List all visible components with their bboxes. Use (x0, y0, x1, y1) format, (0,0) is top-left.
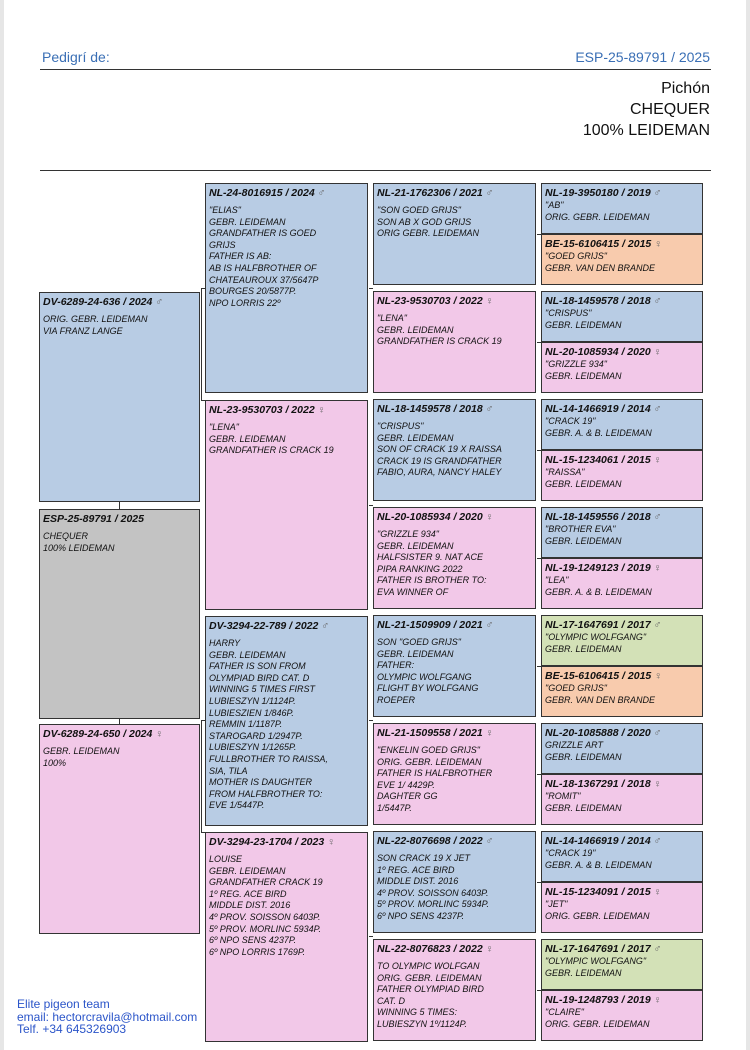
info-line: 4º PROV. SOISSON 6403P. (209, 911, 321, 922)
gen4-box-10[interactable] (541, 666, 703, 717)
male-symbol-icon: ♂ (321, 620, 330, 632)
info-line: PIPA RANKING 2022 (377, 563, 463, 574)
gen4-box-7[interactable] (541, 507, 703, 558)
subject-type: Pichón (661, 80, 710, 97)
male-symbol-icon: ♂ (485, 835, 494, 847)
ring-number (545, 834, 699, 848)
info-line: 1º REG. ACE BIRD (209, 888, 287, 899)
male-symbol-icon: ♂ (653, 403, 662, 415)
info-line: FATHER: (377, 660, 415, 671)
male-symbol-icon: ♂ (653, 943, 662, 955)
info-line: 100% LEIDEMAN (43, 542, 115, 553)
gm-mat-box[interactable] (205, 832, 368, 1042)
info-line: GRANDFATHER IS CRACK 19 (209, 445, 334, 456)
ring-text: DV-6289-24-650 / 2024 (43, 728, 153, 740)
male-symbol-icon: ♂ (653, 727, 662, 739)
female-symbol-icon: ♀ (327, 836, 336, 848)
info-line: ORIG. GEBR. LEIDEMAN (377, 972, 482, 983)
ggp-box-6[interactable] (373, 723, 536, 825)
info-line: OLYMPIAD BIRD CAT. D (209, 672, 310, 683)
male-symbol-icon: ♂ (317, 187, 326, 199)
ring-number (377, 834, 532, 848)
info-line: 6º NPO SENS 4237P. (209, 935, 297, 946)
info-line: DAGHTER GG (377, 791, 438, 802)
female-symbol-icon: ♀ (653, 994, 662, 1006)
ggp-box-5[interactable] (373, 615, 536, 717)
ring-text: NL-14-1466919 / 2014 (545, 835, 651, 847)
footer-contact (17, 998, 197, 1036)
pedigree-label: Pedigrí de: (42, 49, 110, 65)
info-line: GEBR. LEIDEMAN (43, 746, 120, 756)
info-line: EVE 1/ 4429P. (377, 779, 435, 790)
ring-number (545, 669, 699, 683)
info-line: CAT. D (377, 995, 406, 1006)
ggp-box-8[interactable] (373, 939, 536, 1041)
info-line: "CRACK 19" (545, 848, 596, 858)
info-line: LUBIESZYN 1/1124P. (209, 695, 296, 706)
gen4-box-6[interactable] (541, 450, 703, 501)
info-line: GEBR. LEIDEMAN (545, 802, 622, 813)
female-symbol-icon: ♀ (485, 943, 494, 955)
ring-number (545, 993, 699, 1007)
subject-name: CHEQUER (629, 101, 710, 118)
female-symbol-icon: ♀ (654, 238, 663, 250)
info-line: FATHER IS AB: (209, 251, 272, 262)
male-symbol-icon: ♂ (653, 187, 662, 199)
info-line: REMMIN 1/1187P. (209, 719, 283, 730)
ring-text: NL-17-1647691 / 2017 (545, 943, 651, 955)
info-line: BOURGES 20/5877P. (209, 286, 297, 297)
connector-line (369, 720, 373, 721)
info-line: SON AB X GOD GRIJS (377, 216, 472, 227)
title-divider (40, 170, 711, 171)
info-line: ROEPER (377, 694, 416, 705)
ring-number (377, 942, 532, 956)
info-line: GEBR. LEIDEMAN (209, 649, 286, 660)
info-line: GEBR. LEIDEMAN (545, 643, 622, 654)
ggp-box-1[interactable] (373, 183, 536, 285)
male-symbol-icon: ♂ (653, 835, 662, 847)
info-line: HARRY (209, 638, 241, 648)
info-line: ORIG. GEBR. LEIDEMAN (545, 910, 650, 921)
info-line: GEBR. LEIDEMAN (377, 540, 454, 551)
female-symbol-icon: ♀ (653, 886, 662, 898)
ring-text: NL-18-1459578 / 2018 (377, 403, 483, 415)
male-symbol-icon: ♂ (485, 187, 494, 199)
info-line: 4º PROV. SOISSON 6403P. (377, 887, 489, 898)
info-line: GRANDFATHER CRACK 19 (209, 877, 323, 888)
ring-number (209, 403, 364, 417)
info-line: HALFSISTER 9. NAT ACE (377, 552, 484, 563)
info-line: GEBR. LEIDEMAN (545, 751, 622, 762)
info-line: FATHER IS HALFBROTHER (377, 768, 493, 779)
female-symbol-icon: ♀ (653, 454, 662, 466)
ring-text: NL-18-1367291 / 2018 (545, 778, 651, 790)
info-line: "GOED GRIJS" (545, 251, 607, 261)
ring-text: NL-21-1509558 / 2021 (377, 727, 483, 739)
info-line: SON CRACK 19 X JET (377, 853, 471, 863)
ring-number (545, 402, 699, 416)
gen4-box-3[interactable] (541, 291, 703, 342)
info-line: 1/5447P. (377, 802, 412, 813)
info-line: ORIG. GEBR. LEIDEMAN (377, 756, 482, 767)
gf-pat-box[interactable] (205, 183, 368, 393)
info-line: "ELIAS" (209, 205, 241, 215)
ring-number (545, 618, 699, 632)
info-line: "CRISPUS" (377, 421, 424, 431)
info-line: ORIG GEBR. LEIDEMAN (377, 228, 480, 239)
ring-number (545, 885, 699, 899)
info-line: 6º NPO LORRIS 1769P. (209, 946, 306, 957)
ring-text: NL-21-1509909 / 2021 (377, 619, 483, 631)
subject-box[interactable] (39, 509, 200, 719)
info-line: GEBR. LEIDEMAN (209, 865, 286, 876)
info-line: 6º NPO SENS 4237P. (377, 910, 465, 921)
footer-email[interactable]: email: hectorcravila@hotmail.com (17, 1009, 198, 1024)
female-symbol-icon: ♀ (654, 670, 663, 682)
connector-line (119, 502, 120, 509)
info-line: "LENA" (377, 313, 407, 323)
ring-text: NL-20-1085888 / 2020 (545, 727, 651, 739)
mother-box[interactable] (39, 724, 200, 934)
ring-number (377, 186, 532, 200)
info-line: "GOED GRIJS" (545, 683, 607, 693)
info-line: WINNING 5 TIMES FIRST (209, 684, 316, 695)
ring-text: ESP-25-89791 / 2025 (43, 513, 144, 525)
info-line: GEBR. A. & B. LEIDEMAN (545, 859, 652, 870)
info-line: "CLAIRE" (545, 1007, 584, 1017)
footer-team: Elite pigeon team (17, 997, 110, 1011)
ring-number (545, 561, 699, 575)
page-edge-left (0, 0, 4, 1050)
ring-number (545, 777, 699, 791)
info-line: GEBR. LEIDEMAN (377, 432, 454, 443)
info-line: FATHER IS SON FROM (209, 661, 306, 672)
gen4-box-1[interactable] (541, 183, 703, 234)
gen4-box-15[interactable] (541, 939, 703, 990)
info-line: GEBR. LEIDEMAN (209, 216, 286, 227)
ring-number (545, 510, 699, 524)
ggp-box-4[interactable] (373, 507, 536, 609)
connector-line (201, 288, 202, 400)
ring-text: NL-15-1234061 / 2015 (545, 454, 651, 466)
info-line: GEBR. LEIDEMAN (545, 319, 622, 330)
info-line: GEBR. A. & B. LEIDEMAN (545, 586, 652, 597)
info-line: "OLYMPIC WOLFGANG" (545, 632, 647, 642)
info-line: SON "GOED GRIJS" (377, 637, 461, 647)
ring-number (545, 345, 699, 359)
info-line: GRIJS (209, 239, 236, 250)
gf-mat-box[interactable] (205, 616, 368, 826)
ring-number (545, 726, 699, 740)
info-line: GRIZZLE ART (545, 740, 604, 750)
ring-text: NL-14-1466919 / 2014 (545, 403, 651, 415)
father-box[interactable] (39, 292, 200, 502)
ring-number (209, 619, 364, 633)
header-divider (40, 69, 711, 70)
ring-number-header: ESP-25-89791 / 2025 (575, 49, 710, 65)
info-line: FROM HALFBROTHER TO: (209, 788, 323, 799)
ring-number (377, 726, 532, 740)
footer-phone: Telf. +34 645326903 (17, 1022, 127, 1036)
gen4-box-5[interactable] (541, 399, 703, 450)
ring-text: NL-18-1459578 / 2018 (545, 295, 651, 307)
female-symbol-icon: ♀ (653, 562, 662, 574)
info-line: CRACK 19 IS GRANDFATHER (377, 455, 502, 466)
ring-text: NL-19-3950180 / 2019 (545, 187, 651, 199)
gm-pat-box[interactable] (205, 400, 368, 610)
ring-number (545, 237, 699, 251)
info-line: ORIG. GEBR. LEIDEMAN (545, 211, 650, 222)
ring-number (545, 294, 699, 308)
ring-text: NL-22-8076823 / 2022 (377, 943, 483, 955)
ring-number (377, 618, 532, 632)
male-symbol-icon: ♂ (155, 296, 164, 308)
gen4-box-14[interactable] (541, 882, 703, 933)
info-line: STAROGARD 1/2947P. (209, 730, 303, 741)
info-line: LUBIESZIEN 1/846P. (209, 707, 294, 718)
info-line: "CRACK 19" (545, 416, 596, 426)
info-line: "LEA" (545, 575, 569, 585)
gen4-box-11[interactable] (541, 723, 703, 774)
info-line: "RAISSA" (545, 467, 585, 477)
ring-number (545, 942, 699, 956)
info-line: "LENA" (209, 422, 239, 432)
female-symbol-icon: ♀ (653, 778, 662, 790)
info-line: "SON GOED GRIJS" (377, 205, 461, 215)
info-line: LUBIESZYN 1º/1124P. (377, 1018, 468, 1029)
info-line: GEBR. LEIDEMAN (545, 967, 622, 978)
info-line: FLIGHT BY WOLFGANG (377, 683, 479, 694)
ring-text: BE-15-6106415 / 2015 (545, 238, 652, 250)
ring-number (209, 835, 364, 849)
info-line: "JET" (545, 899, 568, 909)
gen4-box-16[interactable] (541, 990, 703, 1041)
ring-text: NL-19-1249123 / 2019 (545, 562, 651, 574)
info-line: "GRIZZLE 934" (545, 359, 607, 369)
info-line: "ENKELIN GOED GRIJS" (377, 745, 480, 755)
ring-text: NL-21-1762306 / 2021 (377, 187, 483, 199)
info-line: GEBR. VAN DEN BRANDE (545, 694, 656, 705)
info-line: ORIG. GEBR. LEIDEMAN (545, 1018, 650, 1029)
gen4-box-9[interactable] (541, 615, 703, 666)
connector-line (369, 505, 373, 506)
info-line: GEBR. LEIDEMAN (545, 370, 622, 381)
info-line: FULLBROTHER TO RAISSA, (209, 753, 328, 764)
info-line: FATHER OLYMPIAD BIRD (377, 984, 484, 995)
female-symbol-icon: ♀ (485, 511, 494, 523)
info-line: OLYMPIC WOLFGANG (377, 671, 472, 682)
info-line: LUBIESZYN 1/1265P. (209, 742, 297, 753)
ring-text: DV-3294-23-1704 / 2023 (209, 836, 325, 848)
ggp-box-3[interactable] (373, 399, 536, 501)
ring-number (545, 453, 699, 467)
female-symbol-icon: ♀ (653, 346, 662, 358)
ring-number (209, 186, 364, 200)
female-symbol-icon: ♀ (317, 404, 326, 416)
info-line: EVE 1/5447P. (209, 800, 265, 811)
male-symbol-icon: ♂ (485, 403, 494, 415)
info-line: LOUISE (209, 854, 243, 864)
ring-text: NL-20-1085934 / 2020 (545, 346, 651, 358)
ring-number (377, 402, 532, 416)
info-line: GRANDFATHER IS CRACK 19 (377, 336, 502, 347)
ggp-box-7[interactable] (373, 831, 536, 933)
info-line: GEBR. LEIDEMAN (377, 324, 454, 335)
ring-text: NL-19-1248793 / 2019 (545, 994, 651, 1006)
connector-line (369, 936, 373, 937)
info-line: GEBR. LEIDEMAN (209, 433, 286, 444)
female-symbol-icon: ♀ (485, 727, 494, 739)
gen4-box-4[interactable] (541, 342, 703, 393)
ring-text: NL-20-1085934 / 2020 (377, 511, 483, 523)
info-line: CHATEAUROUX 37/5647P (209, 274, 319, 285)
info-line: EVA WINNER OF (377, 586, 449, 597)
info-line: CHEQUER (43, 531, 89, 541)
ring-text: NL-24-8016915 / 2024 (209, 187, 315, 199)
info-line: GEBR. VAN DEN BRANDE (545, 262, 656, 273)
subject-strain: 100% LEIDEMAN (582, 122, 710, 139)
info-line: FABIO, AURA, NANCY HALEY (377, 467, 502, 478)
info-line: 1º REG. ACE BIRD (377, 864, 455, 875)
gen4-box-2[interactable] (541, 234, 703, 285)
info-line: "BROTHER EVA" (545, 524, 616, 534)
subject-title-block (583, 78, 710, 141)
info-line: AB IS HALFBROTHER OF (209, 262, 317, 273)
info-line: MOTHER IS DAUGHTER (209, 777, 313, 788)
info-line: NPO LORRIS 22º (209, 297, 281, 308)
gen4-box-8[interactable] (541, 558, 703, 609)
male-symbol-icon: ♂ (653, 295, 662, 307)
ring-text: NL-23-9530703 / 2022 (377, 295, 483, 307)
ring-text: DV-3294-22-789 / 2022 (209, 620, 319, 632)
info-line: TO OLYMPIC WOLFGAN (377, 961, 480, 971)
info-line: WINNING 5 TIMES: (377, 1007, 458, 1018)
page-edge-right (746, 0, 750, 1050)
gen4-box-13[interactable] (541, 831, 703, 882)
ring-number (43, 727, 196, 741)
female-symbol-icon: ♀ (155, 728, 164, 740)
info-line: "GRIZZLE 934" (377, 529, 439, 539)
info-line: MIDDLE DIST. 2016 (377, 876, 459, 887)
info-line: 5º PROV. MORLINC 5934P. (209, 923, 321, 934)
ring-text: NL-18-1459556 / 2018 (545, 511, 651, 523)
gen4-box-12[interactable] (541, 774, 703, 825)
ring-number (377, 294, 532, 308)
ggp-box-2[interactable] (373, 291, 536, 393)
male-symbol-icon: ♂ (653, 511, 662, 523)
ring-text: BE-15-6106415 / 2015 (545, 670, 652, 682)
info-line: VIA FRANZ LANGE (43, 325, 123, 336)
ring-text: NL-23-9530703 / 2022 (209, 404, 315, 416)
ring-text: DV-6289-24-636 / 2024 (43, 296, 153, 308)
info-line: SIA, TILA (209, 765, 248, 776)
connector-line (201, 720, 202, 832)
info-line: FATHER IS BROTHER TO: (377, 575, 487, 586)
male-symbol-icon: ♂ (485, 619, 494, 631)
info-line: 5º PROV. MORLINC 5934P. (377, 899, 489, 910)
info-line: GEBR. LEIDEMAN (377, 648, 454, 659)
info-line: SON OF CRACK 19 X RAISSA (377, 444, 502, 455)
info-line: "OLYMPIC WOLFGANG" (545, 956, 647, 966)
ring-text: NL-17-1647691 / 2017 (545, 619, 651, 631)
male-symbol-icon: ♂ (653, 619, 662, 631)
info-line: "AB" (545, 200, 564, 210)
connector-line (369, 288, 373, 289)
info-line: 100% (43, 757, 67, 768)
info-line: "CRISPUS" (545, 308, 592, 318)
ring-number (377, 510, 532, 524)
info-line: GRANDFATHER IS GOED (209, 228, 317, 239)
info-line: GEBR. A. & B. LEIDEMAN (545, 427, 652, 438)
info-line: GEBR. LEIDEMAN (545, 478, 622, 489)
ring-number (545, 186, 699, 200)
ring-text: NL-22-8076698 / 2022 (377, 835, 483, 847)
female-symbol-icon: ♀ (485, 295, 494, 307)
ring-number (43, 512, 196, 526)
info-line: "ROMIT" (545, 791, 581, 801)
info-line: GEBR. LEIDEMAN (545, 535, 622, 546)
info-line: ORIG. GEBR. LEIDEMAN (43, 314, 148, 324)
info-line: MIDDLE DIST. 2016 (209, 900, 291, 911)
ring-text: NL-15-1234091 / 2015 (545, 886, 651, 898)
ring-number (43, 295, 196, 309)
